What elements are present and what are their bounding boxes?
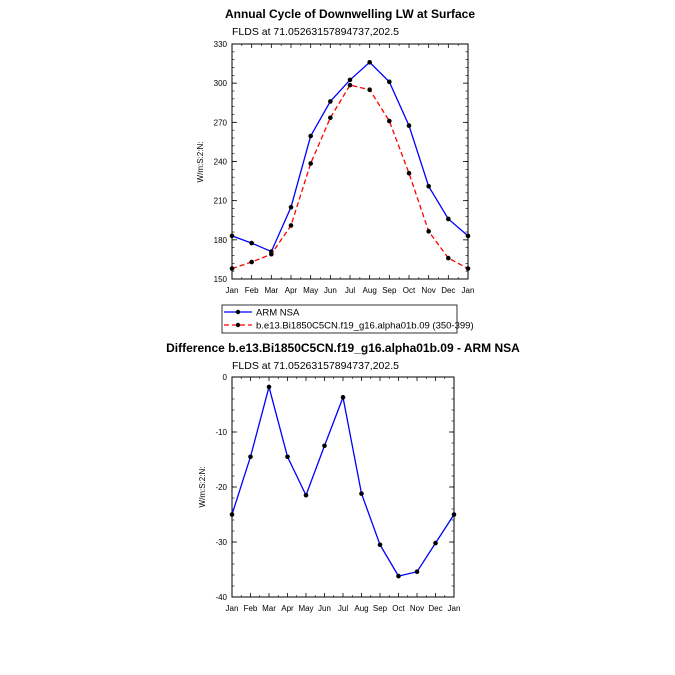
chart1-series-1-point <box>289 223 294 228</box>
chart1-y-tick-label: 180 <box>213 235 227 245</box>
chart1-series-line-1 <box>232 85 468 268</box>
chart1-x-tick-label: Jul <box>344 286 356 295</box>
chart1-series-0-point <box>367 60 372 65</box>
annual-cycle-chart <box>196 7 475 333</box>
chart2-series-0-point <box>285 454 290 459</box>
chart2-x-tick-label: Nov <box>409 604 425 613</box>
chart1-x-tick-label: Jan <box>461 286 475 295</box>
chart1-series-0-point <box>466 234 471 239</box>
chart2-y-tick-label: -10 <box>215 428 227 437</box>
chart2-series-0-point <box>452 512 457 517</box>
chart2-x-tick-label: Mar <box>262 604 276 613</box>
chart2-title: Difference b.e13.Bi1850C5CN.f19_g16.alpha01b.09 - ARM NSA <box>166 341 520 355</box>
chart1-series-1-point <box>308 161 313 166</box>
difference-chart <box>166 341 520 613</box>
chart2-x-tick-label: Apr <box>281 604 294 613</box>
chart2-x-tick-label: Feb <box>243 604 258 613</box>
chart2-series-line-0 <box>232 387 454 576</box>
chart1-series-1-point <box>328 115 333 120</box>
chart1-series-1-point <box>269 252 274 257</box>
chart2-series-0-point <box>322 443 327 448</box>
chart1-series-0-point <box>328 99 333 104</box>
chart1-x-tick-label: Apr <box>284 286 298 295</box>
chart2-series-0-point <box>248 454 253 459</box>
chart2-x-tick-label: Jul <box>337 604 349 613</box>
chart2-series-0-point <box>359 491 364 496</box>
chart2-series-0-point <box>304 493 309 498</box>
chart1-series-0-point <box>230 234 235 239</box>
chart1-y-tick-label: 150 <box>213 275 227 284</box>
chart1-y-tick-label: 210 <box>213 196 227 206</box>
chart1-x-tick-label: Jun <box>323 286 337 295</box>
chart2-x-tick-label: Jan <box>225 604 239 613</box>
chart1-x-tick-label: Feb <box>244 286 259 295</box>
chart1-series-0-point <box>289 205 294 210</box>
chart2-series-0-point <box>433 541 438 546</box>
chart1-series-0-point <box>249 241 254 246</box>
chart2-y-axis-label: W/m:S:2:N: <box>198 466 207 508</box>
chart2-subtitle: FLDS at 71.05263157894737,202.5 <box>232 360 399 372</box>
chart1-series-1-point <box>348 83 353 88</box>
chart1-series-0-point <box>348 78 353 83</box>
chart2-series-0-point <box>230 512 235 517</box>
chart1-x-tick-label: Aug <box>362 286 377 295</box>
chart1-y-tick-label: 240 <box>213 157 227 167</box>
chart2-x-tick-label: Sep <box>372 604 388 613</box>
chart2-x-tick-label: Jan <box>447 604 461 613</box>
chart1-series-0-point <box>308 134 313 139</box>
chart1-x-tick-label: Sep <box>382 286 397 295</box>
chart1-x-tick-label: Dec <box>441 286 456 295</box>
chart2-series-0-point <box>267 385 272 390</box>
chart1-ticks <box>214 40 475 295</box>
chart1-series-1-point <box>387 119 392 124</box>
chart2-series-0-point <box>378 542 383 547</box>
chart1-series-1-point <box>230 266 235 271</box>
chart1-series-1-point <box>367 87 372 92</box>
chart1-series-0-point <box>426 184 431 189</box>
chart1-subtitle: FLDS at 71.05263157894737,202.5 <box>232 26 399 38</box>
chart1-x-tick-label: Nov <box>421 286 436 295</box>
chart1-y-tick-label: 270 <box>213 118 227 128</box>
chart1-series-0-point <box>407 123 412 128</box>
chart1-series-line-0 <box>232 62 468 251</box>
chart2-x-tick-label: Aug <box>354 604 369 613</box>
chart2-y-tick-label: 0 <box>222 373 227 382</box>
chart1-legend <box>222 305 474 333</box>
legend-marker-arm-nsa <box>236 310 240 314</box>
chart2-series <box>230 385 457 579</box>
chart2-plot-frame <box>232 377 454 597</box>
chart1-y-tick-label: 300 <box>213 79 227 89</box>
chart1-y-axis-label: W/m:S:2:N: <box>196 141 205 183</box>
chart1-series-1-point <box>446 256 451 261</box>
chart1-title: Annual Cycle of Downwelling LW at Surface <box>224 7 476 21</box>
chart1-series-1-point <box>407 171 412 176</box>
legend-label-arm-nsa: ARM NSA <box>256 307 300 319</box>
chart2-series-0-point <box>341 395 346 400</box>
chart2-x-tick-label: Oct <box>392 604 405 613</box>
legend-label-model: b.e13.Bi1850C5CN.f19_g16.alpha01b.09 (350-399) <box>256 320 474 332</box>
chart1-x-tick-label: Oct <box>402 286 416 295</box>
chart1-series-0-point <box>387 80 392 85</box>
chart1-y-tick-label: 330 <box>213 40 227 49</box>
chart1-series <box>230 60 471 271</box>
chart2-y-tick-label: -40 <box>215 593 227 602</box>
chart1-x-tick-label: Jan <box>225 286 239 295</box>
chart2-series-0-point <box>396 574 401 579</box>
chart1-series-1-point <box>466 266 471 271</box>
legend-marker-model <box>236 323 240 327</box>
chart1-series-1-point <box>249 260 254 265</box>
chart1-series-0-point <box>446 217 451 222</box>
chart2-y-tick-label: -20 <box>215 483 227 492</box>
chart2-x-tick-label: Jun <box>318 604 331 613</box>
chart2-x-tick-label: May <box>298 604 314 613</box>
chart2-x-tick-label: Dec <box>428 604 443 613</box>
chart2-series-0-point <box>415 569 420 574</box>
chart1-x-tick-label: May <box>303 286 319 295</box>
chart1-series-1-point <box>426 229 431 234</box>
chart2-y-tick-label: -30 <box>215 538 227 547</box>
chart1-x-tick-label: Mar <box>264 286 279 295</box>
